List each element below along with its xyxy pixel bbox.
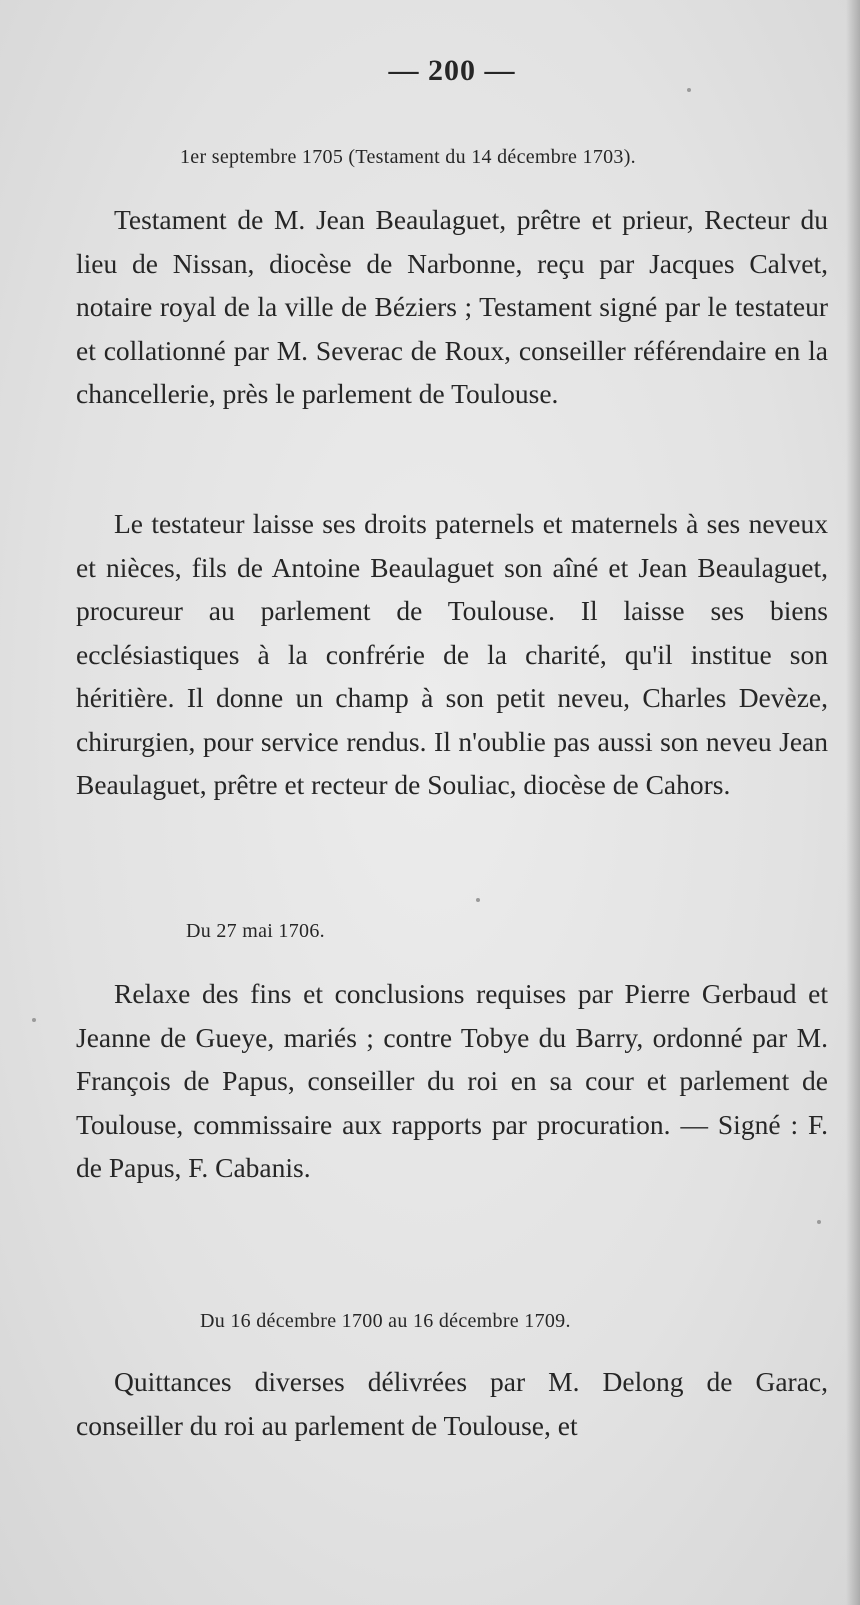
page-edge-shadow bbox=[846, 0, 860, 1605]
paper-speck bbox=[687, 88, 691, 92]
paper-speck bbox=[476, 898, 480, 902]
entry-paragraph: Quittances diverses délivrées par M. Delong de Garac, conseiller du roi au parlement de Toulouse, et bbox=[76, 1366, 828, 1441]
paper-speck bbox=[32, 1018, 36, 1022]
paper-speck bbox=[817, 1220, 821, 1224]
page-number: — 200 — bbox=[388, 54, 516, 87]
entry-date-heading: Du 16 décembre 1700 au 16 décembre 1709. bbox=[200, 1310, 571, 1332]
entry-paragraph: Relaxe des fins et conclusions requises par Pierre Gerbaud et Jeanne de Gueye, mariés ; contre Tobye du Barry, ordonné par M. François de Papus, conseiller du roi en sa cour et parlement de Toulouse, commissaire aux rapports par procuration. — Signé : F. de Papus, F. Cabanis. bbox=[76, 978, 828, 1183]
entry-paragraph: Le testateur laisse ses droits paternels et maternels à ses neveux et nièces, fils de Antoine Beaulaguet son aîné et Jean Beaulaguet, procureur au parlement de Toulouse. Il laisse ses biens ecclésiastiques à la confrérie de la charité, qu'il institue son héritière. Il donne un champ à son petit neveu, Charles Devèze, chirurgien, pour service rendus. Il n'oublie pas aussi son neveu Jean Beaulaguet, prêtre et recteur de Souliac, diocèse de Cahors. bbox=[76, 508, 828, 800]
entry-date-heading: 1er septembre 1705 (Testament du 14 décembre 1703). bbox=[180, 146, 636, 168]
entry-paragraph: Testament de M. Jean Beaulaguet, prêtre et prieur, Recteur du lieu de Nissan, diocèse de Narbonne, reçu par Jacques Calvet, notaire royal de la ville de Béziers ; Testament signé par le testateur et collationné par M. Severac de Roux, conseiller référendaire en la chancellerie, près le parlement de Toulouse. bbox=[76, 204, 828, 409]
entry-date-heading: Du 27 mai 1706. bbox=[186, 920, 325, 942]
